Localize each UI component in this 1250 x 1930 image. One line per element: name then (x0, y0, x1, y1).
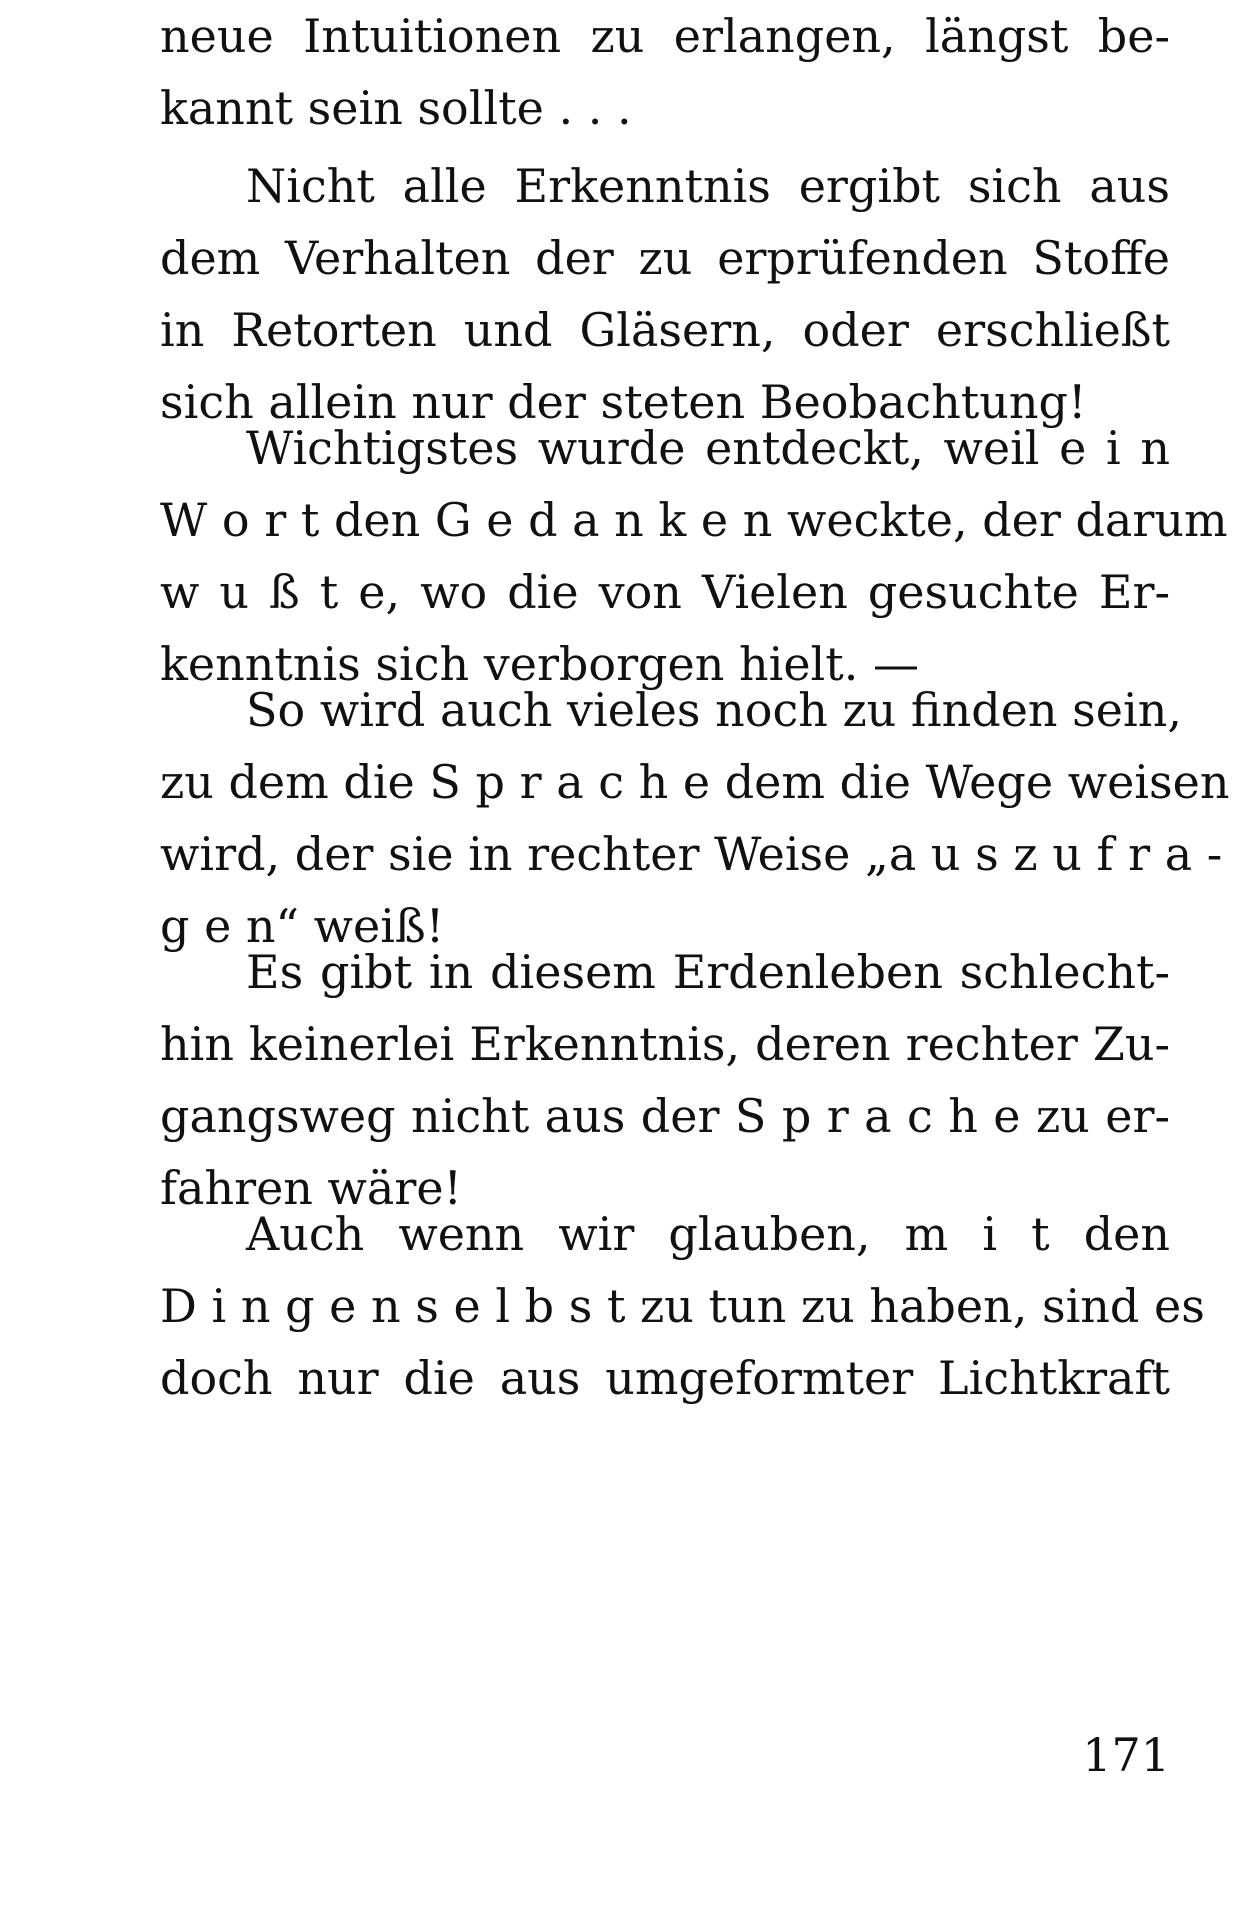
text-line: Nicht alle Erkenntnis ergibt sich aus (246, 159, 1170, 213)
paragraph (160, 936, 1170, 1224)
text-line: hin keinerlei Erkenntnis, deren rechter Zu- (160, 1017, 1170, 1071)
text-line: g e n“ weiß! (160, 899, 445, 953)
text-line: doch nur die aus umgeformter Lichtkraft (160, 1351, 1170, 1405)
paragraph (160, 0, 1170, 144)
text-line: Auch wenn wir glauben, m i t den (246, 1207, 1170, 1261)
text-line: zu dem die S p r a c h e dem die Wege weisen (160, 755, 1230, 809)
text-line: in Retorten und Gläsern, oder erschließt (160, 303, 1170, 357)
text-line: dem Verhalten der zu erprüfenden Stoffe (160, 231, 1170, 285)
book-page (160, 0, 1230, 1930)
text-line: Wichtigstes wurde entdeckt, weil e i n (246, 421, 1170, 475)
text-line: w u ß t e, wo die von Vielen gesuchte Er- (160, 565, 1170, 619)
text-line: kannt sein sollte . . . (160, 81, 632, 135)
paragraph (160, 412, 1228, 700)
text-line: W o r t den G e d a n k e n weckte, der darum (160, 493, 1228, 547)
text-line: D i n g e n s e l b s t zu tun zu haben, sind es (160, 1279, 1205, 1333)
paragraph (160, 150, 1170, 438)
text-line: Es gibt in diesem Erdenleben schlecht- (246, 945, 1170, 999)
text-line: wird, der sie in rechter Weise „a u s z u f r a - (160, 827, 1223, 881)
text-line: So wird auch vieles noch zu finden sein, (246, 683, 1182, 737)
paragraph (160, 674, 1230, 962)
text-line: neue Intuitionen zu erlangen, längst be- (160, 9, 1170, 63)
text-line: fahren wäre! (160, 1161, 463, 1215)
text-line: sich allein nur der steten Beobachtung! (160, 375, 1087, 429)
text-line: gangsweg nicht aus der S p r a c h e zu er- (160, 1089, 1170, 1143)
paragraph (160, 1198, 1205, 1414)
text-line: kenntnis sich verborgen hielt. — (160, 637, 919, 691)
page-number: 171 (1082, 1728, 1170, 1782)
